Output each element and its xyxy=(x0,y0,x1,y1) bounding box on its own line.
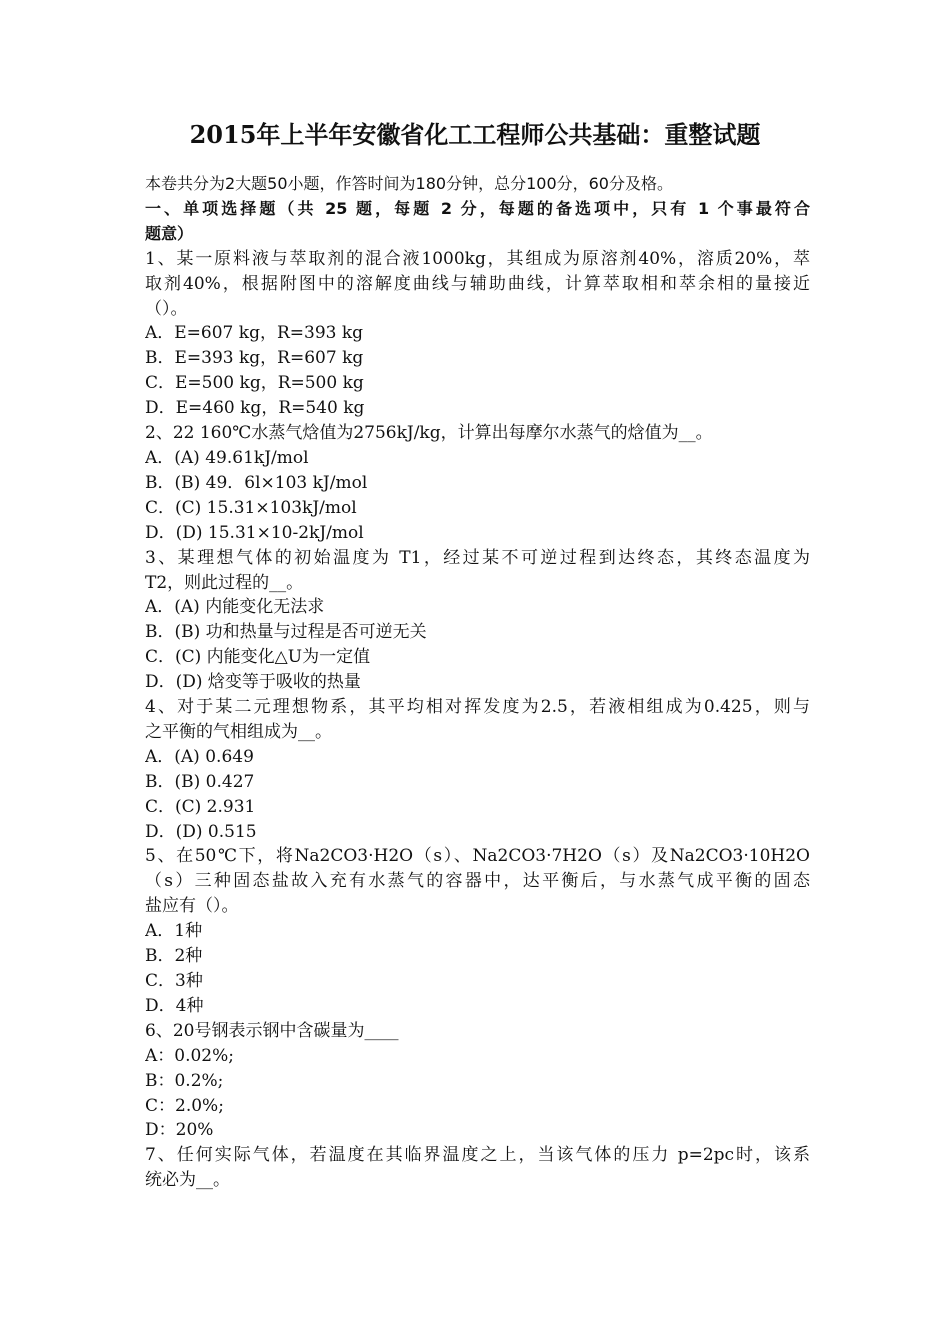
option-a: A．(A) 49.61kJ/mol xyxy=(145,447,309,468)
question-text: T2，则此过程的__。 xyxy=(145,572,304,593)
option-c: C：2.0%; xyxy=(145,1095,224,1116)
question-text: 6、20号钢表示钢中含碳量为____ xyxy=(145,1020,399,1041)
exam-intro: 本卷共分为2大题50小题，作答时间为180分钟，总分100分，60分及格。 xyxy=(145,174,673,193)
option-a: A．1种 xyxy=(145,921,203,942)
option-d: D：20% xyxy=(145,1120,214,1141)
question-5 xyxy=(145,844,810,1018)
question-text: （）。 xyxy=(145,298,188,319)
option-b: B．2种 xyxy=(145,946,203,967)
section-heading-cont: 题意） xyxy=(145,223,194,243)
question-text: （s）三种固态盐故入充有水蒸气的容器中，达平衡后，与水蒸气成平衡的固态 xyxy=(145,871,810,892)
question-text: 取剂40%，根据附图中的溶解度曲线与辅助曲线，计算萃取相和萃余相的量接近 xyxy=(145,273,810,294)
question-text: 4、对于某二元理想物系，其平均相对挥发度为2.5，若液相组成为0.425，则与 xyxy=(145,697,810,718)
option-b: B：0.2%; xyxy=(145,1070,224,1091)
option-b: B．E=393 kg，R=607 kg xyxy=(145,348,364,369)
option-d: D．(D) 焓变等于吸收的热量 xyxy=(145,672,361,693)
option-d: D．(D) 15.31×10-2kJ/mol xyxy=(145,522,364,543)
option-c: C．E=500 kg，R=500 kg xyxy=(145,373,364,394)
option-a: A．(A) 内能变化无法求 xyxy=(145,597,325,618)
option-c: C．(C) 15.31×103kJ/mol xyxy=(145,497,357,518)
option-c: C．3种 xyxy=(145,971,203,991)
option-b: B．(B) 0.427 xyxy=(145,771,255,792)
question-text: 2、22 160℃水蒸气焓值为2756kJ/kg，计算出每摩尔水蒸气的焓值为__。 xyxy=(145,423,713,444)
question-text: 统必为__。 xyxy=(145,1170,230,1191)
option-b: B．(B) 功和热量与过程是否可逆无关 xyxy=(145,622,427,643)
question-7 xyxy=(145,1143,810,1193)
question-4 xyxy=(145,695,810,844)
question-2 xyxy=(145,421,810,546)
question-text: 3、某理想气体的初始温度为 T1，经过某不可逆过程到达终态，其终态温度为 xyxy=(145,547,810,568)
option-a: A．E=607 kg，R=393 kg xyxy=(145,323,364,344)
option-a: A：0.02%; xyxy=(145,1045,235,1066)
question-text: 5、在50℃下，将Na2CO3·H2O（s）、Na2CO3·7H2O（s）及Na2CO3·10H2O xyxy=(145,846,810,867)
question-text: 1、某一原料液与萃取剂的混合液1000kg，其组成为原溶剂40%，溶质20%，萃 xyxy=(145,248,810,269)
question-1 xyxy=(145,247,810,421)
question-text: 之平衡的气相组成为__。 xyxy=(145,721,332,742)
option-a: A．(A) 0.649 xyxy=(145,746,254,767)
option-d: D．4种 xyxy=(145,995,204,1016)
option-b: B．(B) 49．6l×103 kJ/mol xyxy=(145,472,368,493)
option-c: C．(C) 2.931 xyxy=(145,796,256,817)
option-d: D．(D) 0.515 xyxy=(145,821,257,842)
option-d: D．E=460 kg，R=540 kg xyxy=(145,398,365,419)
option-c: C．(C) 内能变化△U为一定值 xyxy=(145,647,371,668)
question-text: 7、任何实际气体，若温度在其临界温度之上，当该气体的压力 p=2pc时，该系 xyxy=(145,1145,810,1166)
question-3 xyxy=(145,546,810,695)
section-heading: 一、单项选择题（共 25 题，每题 2 分，每题的备选项中，只有 1 个事最符合 xyxy=(145,198,810,218)
question-6 xyxy=(145,1019,810,1144)
page-title: 2015年上半年安徽省化工工程师公共基础：重整试题 xyxy=(189,120,761,149)
exam-content xyxy=(145,172,810,1193)
question-text: 盐应有（）。 xyxy=(145,896,239,917)
